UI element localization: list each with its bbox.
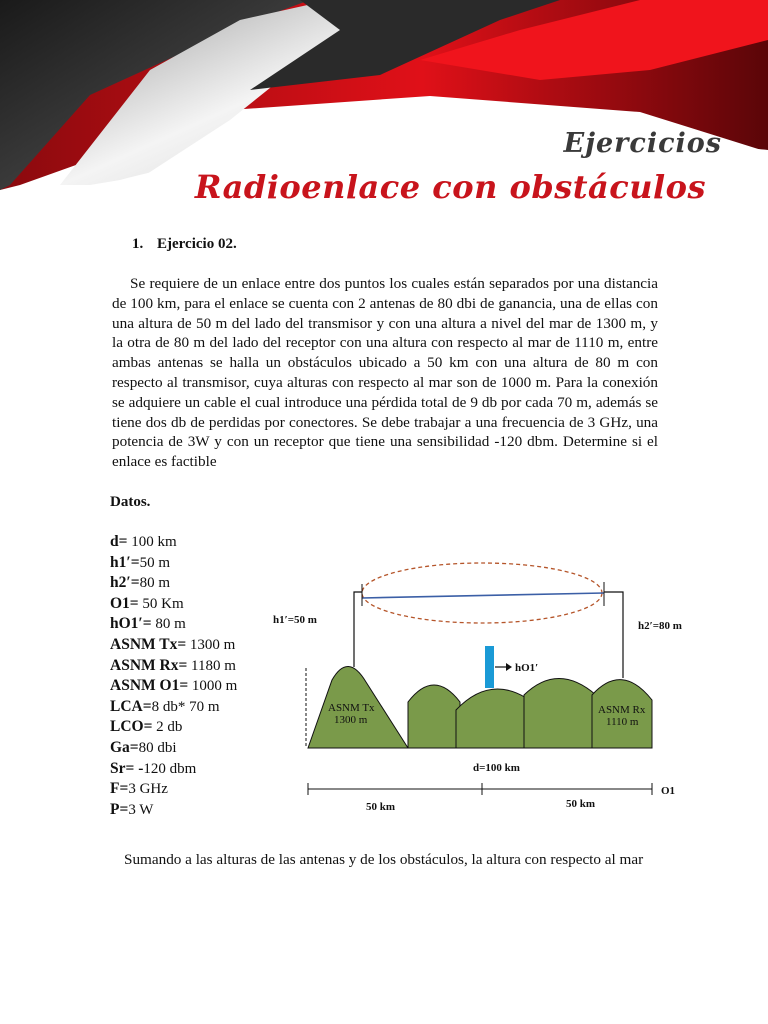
datos-value: 80 dbi xyxy=(138,739,177,756)
list-item xyxy=(110,779,237,800)
list-item xyxy=(110,656,237,677)
section-heading xyxy=(132,236,237,253)
datos-value: 1180 m xyxy=(187,657,236,674)
rx-label: ASNM Rx xyxy=(598,704,646,716)
line-of-sight xyxy=(362,593,604,598)
datos-label: Sr= - xyxy=(110,759,144,777)
header-kicker: Ejercicios xyxy=(563,128,722,159)
section-number: 1. xyxy=(132,236,144,252)
datos-value: 120 dbm xyxy=(143,760,197,777)
list-item xyxy=(110,614,237,635)
datos-value: 80 m xyxy=(151,616,186,633)
datos-value: 2 db xyxy=(152,719,183,736)
list-item xyxy=(110,532,237,553)
datos-value: 50 Km xyxy=(138,595,184,612)
datos-label: LCO= xyxy=(110,718,153,736)
datos-label: h1′= xyxy=(110,553,140,571)
h2-label: h2′=80 m xyxy=(638,620,682,632)
datos-label: d= xyxy=(110,533,128,550)
problem-paragraph: Se requiere de un enlace entre dos puntos los cuales están separados por una distancia de 100 km, para el enlace se cuenta con 2 antenas de 80 dbi de ganancia, una de ellas con una altura de 50 m del lado del transmisor y con una altura a nivel del mar de 1300 m, y la otra de 80 m del lado del receptor con una altura con respecto al mar de 1110 m, entre ambas antenas se halla un obstáculos ubicado a 50 km con una altura de 80 m con respecto al transmisor, cuya alturas con respecto al mar son de 1000 m. Para la conexión se adquiere un cable el cual introduce una pérdida total de 9 db por cada 70 m, además se tiene dos db de perdidas por conectores. Se debe trabajar a una frecuencia de 3 GHz, una potencia de 3W y con un receptor que tiene una sensibilidad -120 dbm. Determine si el enlace es factible xyxy=(112,275,658,471)
list-item xyxy=(110,573,237,594)
left-half-label: 50 km xyxy=(366,801,396,813)
datos-list xyxy=(110,532,237,820)
list-item xyxy=(110,553,237,574)
list-item xyxy=(110,759,237,780)
datos-value: 1300 m xyxy=(186,636,236,653)
datos-label: P= xyxy=(110,800,129,818)
list-item xyxy=(110,800,237,821)
datos-value: 50 m xyxy=(139,554,170,571)
datos-value: 3 W xyxy=(128,801,154,818)
list-item xyxy=(110,635,237,656)
datos-label: O1= xyxy=(110,594,139,612)
terrain-hill-4 xyxy=(524,679,596,749)
datos-label: ASNM Tx= xyxy=(110,635,187,653)
o1-label: O1 xyxy=(661,785,676,797)
h1-label: h1′=50 m xyxy=(273,614,317,626)
obstacle-o1 xyxy=(485,646,494,688)
datos-value: 1000 m xyxy=(188,678,238,695)
distance-label: d=100 km xyxy=(473,762,520,774)
ho1-label: hO1′ xyxy=(515,662,539,674)
datos-heading: Datos. xyxy=(110,494,151,510)
datos-value: 100 km xyxy=(127,534,177,550)
datos-label: h2′= xyxy=(110,574,140,592)
datos-label: ASNM Rx= xyxy=(110,656,188,674)
tx-antenna-mast xyxy=(354,592,362,667)
datos-label: ASNM O1= xyxy=(110,677,189,695)
list-item xyxy=(110,717,237,738)
datos-label: LCA= xyxy=(110,697,152,715)
list-item xyxy=(110,738,237,759)
ho1-arrow-head xyxy=(506,663,512,671)
rx-antenna-mast xyxy=(604,592,623,678)
datos-label: Ga= xyxy=(110,738,139,756)
section-title: Ejercicio 02. xyxy=(157,236,237,252)
datos-value: 8 db* 70 m xyxy=(151,698,220,715)
list-item xyxy=(110,594,237,615)
rx-value: 1110 m xyxy=(606,716,639,728)
terrain-hill-2 xyxy=(408,685,460,748)
datos-value: 3 GHz xyxy=(128,781,168,798)
tx-label: ASNM Tx xyxy=(328,702,375,714)
datos-label: hO1′= xyxy=(110,615,152,633)
tx-value: 1300 m xyxy=(334,714,368,726)
list-item xyxy=(110,697,237,718)
closing-sentence: Sumando a las alturas de las antenas y de los obstáculos, la altura con respecto al mar xyxy=(124,851,644,868)
datos-label: F= xyxy=(110,780,129,798)
page-title: Radioenlace con obstáculos xyxy=(194,168,706,206)
list-item xyxy=(110,676,237,697)
datos-value: 80 m xyxy=(139,575,170,592)
right-half-label: 50 km xyxy=(566,798,596,810)
radio-link-diagram xyxy=(266,560,706,830)
